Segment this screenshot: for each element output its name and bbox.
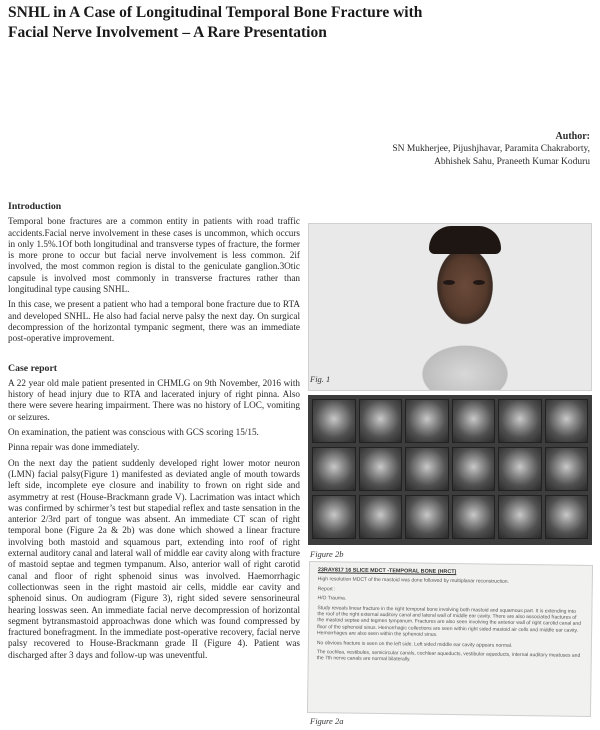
case-report-paragraph-2: On examination, the patient was conscious with GCS scoring 15/15. [8, 427, 259, 438]
case-report-paragraph-4: On the next day the patient suddenly developed right lower motor neuron (LMN) facial palsy(Figure 1) manifested as deviated angle of mouth towards left side, incomplete eye closure and inability to frown on right side and asymmetry at rest (House-Brackmann grade V). Lacrimation was intact which was confirmed by schirmer’s test but stapedial reflex and taste sensation in the anterior 2/3rd part of tongue was absent. An immediate CT scan of right temporal bone (Figure 2a & 2b) was done which showed a linear fracture involving both mastoid and squamous part, extending into roof of right external auditory canal and lateral wall of middle ear cavity along with fracture of mastoid septae and tegmen tympanum. Also, anterior wall of right carotid canal and floor of right sphenoid sinus was involved. Haemorrhagic collectionwas seen in the right mastoid air cells, middle ear cavity and sphenoid sinus. On audiogram (Figure 3), right sided severe sensorineural hearing losswas seen. An immediate facial nerve decompression of horizontal segment bytransmastoid approachwas done which was found compressed by fractured bonefragment. In the immediate post-operative recovery, facial nerve palsy recovered to House-Brackmann grade II (Figure 4). Patient was discharged after 3 days and follow-up was uneventful. [8, 457, 300, 660]
introduction-paragraph-2: In this case, we present a patient who had a temporal bone fracture due to RTA and developed SNHL. He also had facial nerve palsy the next day. On surgical decompression of the horizontal tympanic segment, there was an immediate post-operative improvement. [8, 299, 300, 344]
author-names-line1: SN Mukherjee, Pijushjhavar, Paramita Chakraborty, [392, 144, 590, 154]
case-report-paragraph-3: Pinna repair was done immediately. [8, 442, 140, 453]
author-label: Author: [555, 131, 590, 142]
report-finding-3: The cochlea, vestibules, semicircular canals, cochlear aqueducts, vestibular aqueducts, internal auditory meatuses and the 7th nerve canals are normal bilaterally. [316, 649, 581, 663]
case-report-paragraph-1: A 22 year old male patient presented in CHMLG on 9th November, 2016 with history of head injury due to RTA and lacerated injury of right pinna. Also there were severe hearing impairment. There was no history of LOC, vomiting or seizures. [8, 377, 300, 422]
report-history: H/O Trauma. [317, 595, 347, 602]
figure-2b-ct-scans [308, 395, 592, 545]
figure-2a-caption: Figure 2a [310, 716, 344, 726]
report-heading: 23RAY817 16 SLICE MDCT -TEMPORAL BONE (HRCT) [317, 567, 457, 576]
article-title: SNHL in A Case of Longitudinal Temporal Bone Fracture with Facial Nerve Involvement – A Rare Presentation [8, 4, 423, 41]
figure-2b-caption: Figure 2b [310, 549, 344, 559]
case-report-heading: Case report [8, 362, 58, 374]
report-finding-1: Study reveals linear fracture in the right temporal bone involving both mastoid and squamous part. It is extending into the roof of the right external auditory canal and lateral wall of middle ear cavity. There are also associated fractures of the mastoid septae and tegmen tympanum. Fractures are also seen involving the anterior wall of right carotid canal and floor of the sphenoid sinus. Hemorrhagic collections are seen within right sided mastoid air cells and middle ear cavity. Hemorrhages are also seen within the sphenoid sinus. [317, 604, 582, 639]
author-names-line2: Abhishek Sahu, Praneeth Kumar Koduru [434, 157, 590, 167]
report-technique: High resolution MDCT of the mastoid was done followed by multiplanar reconstruction. [317, 576, 509, 586]
figure-2a-ct-report [307, 561, 593, 717]
author-block [290, 130, 590, 169]
introduction-heading: Introduction [8, 201, 62, 212]
introduction-paragraph-1: Temporal bone fractures are a common entity in patients with road traffic accidents.Facial nerve involvement in these cases is uncommon, which occurs in only 1.5%.1Of both longitudinal and transverse types of fracture, the former is more prone to occur but facial nerve involvement is less common. 2if involved, the most common region is distal to the geniculate ganglion.3Otic capsule is involved most commonly in transverse fractures rather than longitudinal type causing SNHL. [8, 216, 300, 295]
body-text-column [8, 201, 300, 665]
report-label: Report : [317, 585, 336, 593]
figure-1-caption: Fig. 1 [310, 374, 331, 384]
report-finding-2: No obvious fracture is seen on the left side. Left sided middle ear cavity appears normal. [316, 639, 513, 649]
figure-1-patient-photo [308, 223, 592, 391]
